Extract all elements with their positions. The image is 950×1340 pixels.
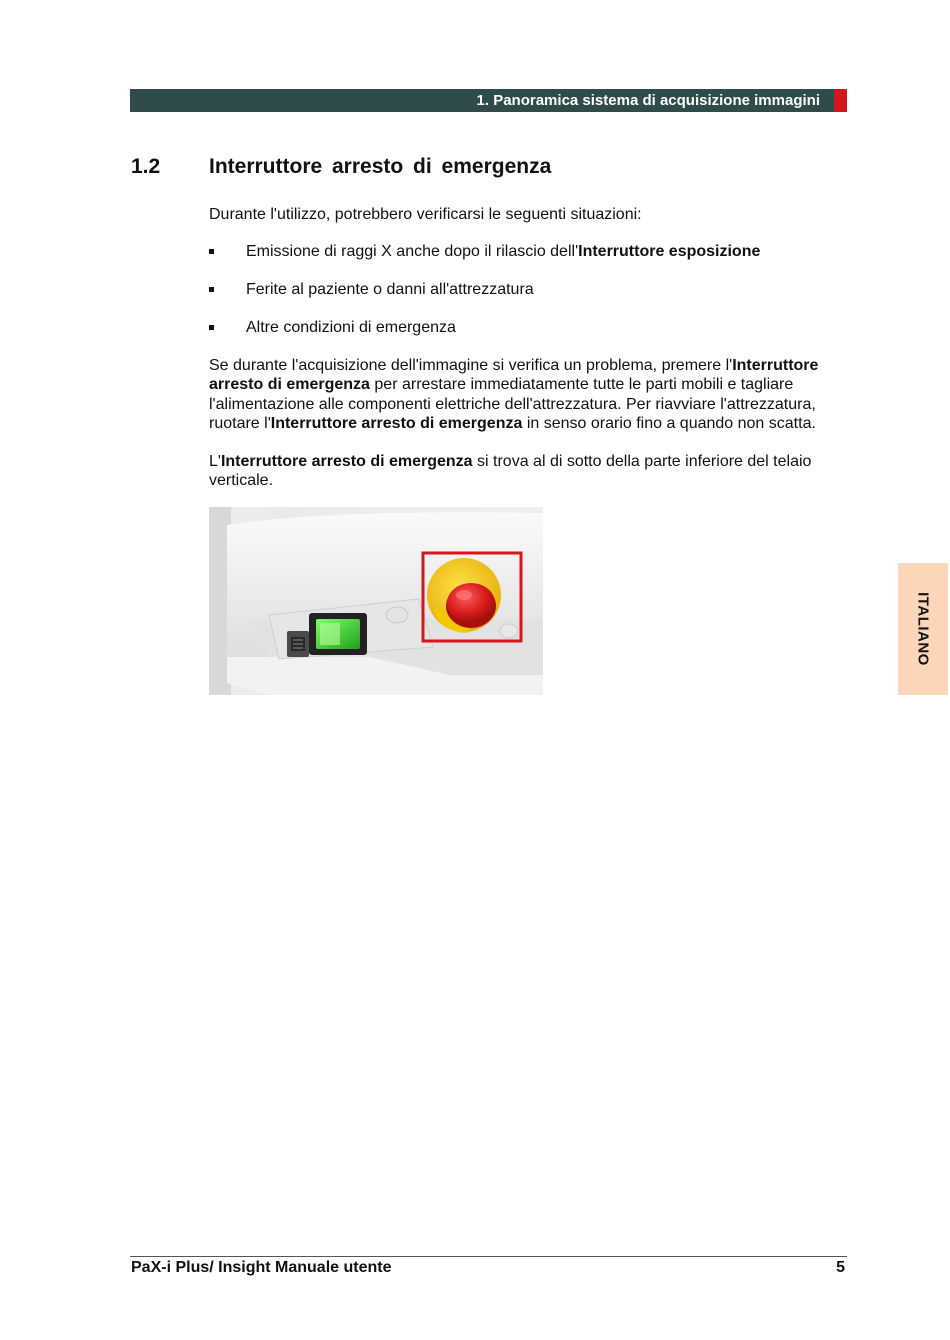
footer-divider bbox=[130, 1256, 847, 1257]
list-item-bold: Interruttore esposizione bbox=[578, 242, 761, 260]
section-title: Interruttore arresto di emergenza bbox=[209, 155, 552, 178]
procedure-bold-2: Interruttore arresto di emergenza bbox=[270, 415, 523, 432]
procedure-paragraph bbox=[209, 356, 847, 434]
procedure-text-2: per arrestare immediatamente tutte le parti mobili e tagliare l'alimentazione alle componenti elettriche dell'attrezzatura. Per riavviare l'attrezzatura, ruotare l' bbox=[209, 376, 816, 432]
intro-paragraph: Durante l'utilizzo, potrebbero verificarsi le seguenti situazioni: bbox=[209, 206, 642, 223]
procedure-text-3: in senso orario fino a quando non scatta. bbox=[522, 415, 816, 432]
list-item-text: Ferite al paziente o danni all'attrezzatura bbox=[246, 280, 534, 298]
chapter-header-accent bbox=[834, 89, 847, 112]
emergency-switch-photo bbox=[209, 507, 543, 695]
section-number: 1.2 bbox=[131, 155, 161, 178]
bullet-square-icon bbox=[209, 287, 214, 292]
procedure-text-1: Se durante l'acquisizione dell'immagine si verifica un problema, premere l' bbox=[209, 356, 733, 374]
bullet-square-icon bbox=[209, 249, 214, 254]
location-text-1: L' bbox=[209, 452, 221, 470]
location-bold: Interruttore arresto di emergenza bbox=[220, 452, 473, 470]
list-item bbox=[209, 280, 847, 300]
chapter-header-bar bbox=[130, 89, 834, 112]
list-item bbox=[209, 242, 847, 262]
list-item bbox=[209, 318, 847, 338]
footer-manual-title: PaX-i Plus/ Insight Manuale utente bbox=[131, 1259, 392, 1276]
bullet-square-icon bbox=[209, 325, 214, 330]
procedure-bold-1: Interruttore arresto di emergenza bbox=[209, 356, 819, 393]
list-item-text: Emissione di raggi X anche dopo il rilascio dell' bbox=[246, 242, 579, 260]
page-number: 5 bbox=[836, 1259, 845, 1276]
language-tab bbox=[898, 563, 948, 695]
section-body bbox=[209, 205, 847, 491]
list-item-text: Altre condizioni di emergenza bbox=[246, 318, 456, 336]
location-paragraph bbox=[209, 452, 847, 491]
language-tab-label: ITALIANO bbox=[914, 592, 932, 666]
chapter-title: 1. Panoramica sistema di acquisizione immagini bbox=[476, 92, 820, 109]
situations-list bbox=[209, 242, 847, 338]
location-text-2: si trova al di sotto della parte inferiore del telaio verticale. bbox=[209, 452, 812, 489]
